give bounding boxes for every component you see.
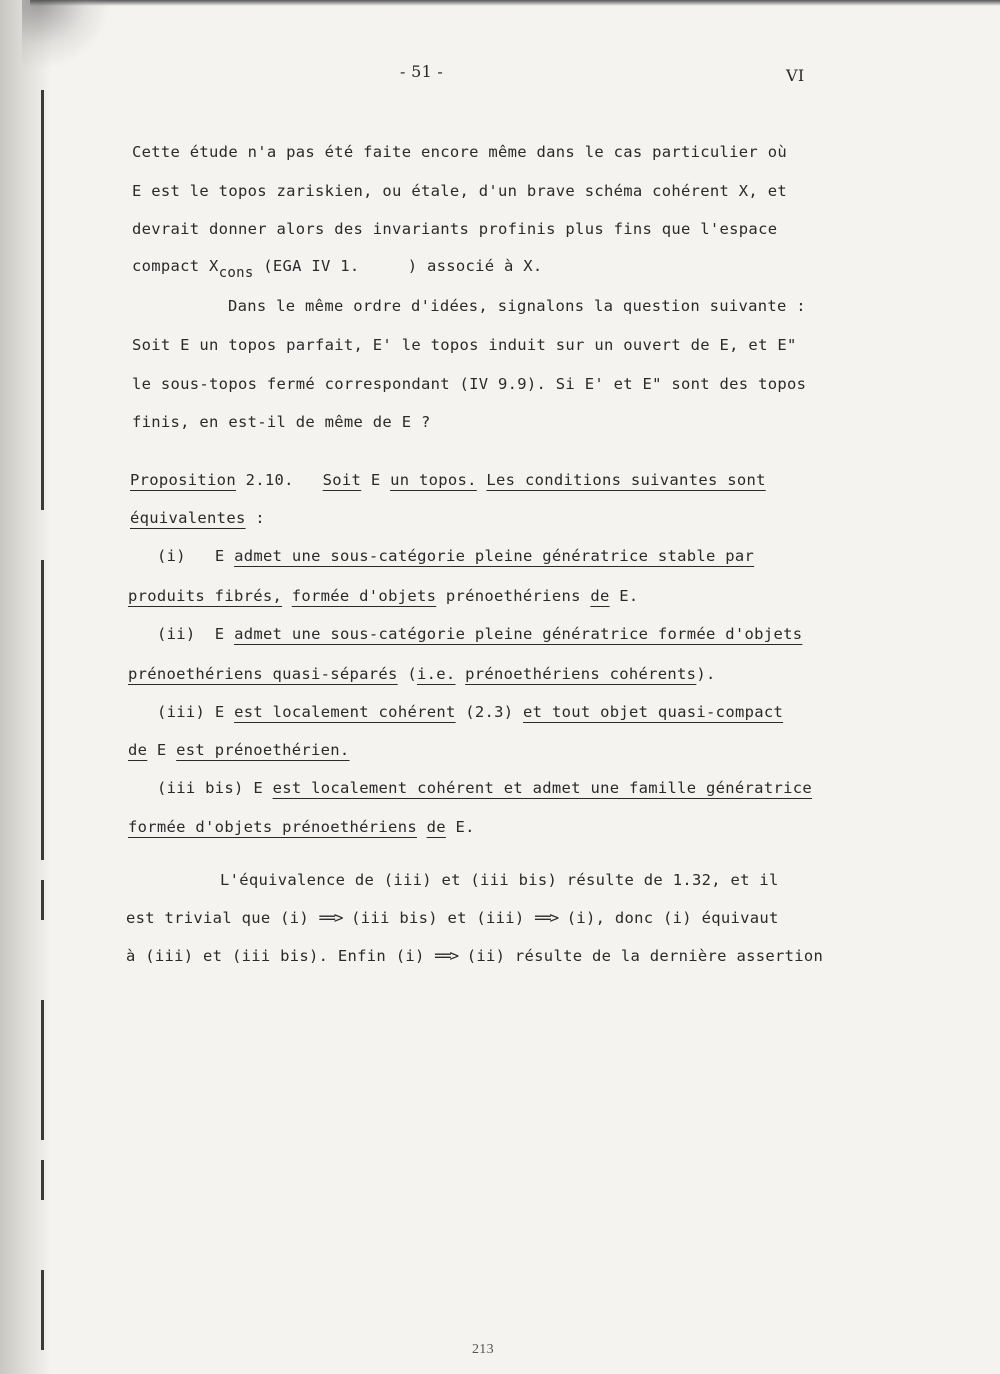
paragraph-line: finis, en est-il de même de E ? [132,413,431,431]
condition-label: (ii) [157,625,196,643]
text-span: ). [696,665,716,683]
text-span: (2.3) [455,703,524,721]
text-span: Soit [322,471,362,489]
condition-ii [157,624,802,644]
page-number: - 51 - [400,62,444,81]
text-span: est trivial que (i) [126,909,319,927]
text-span: formée d'objets prénoethériens [128,818,417,836]
text-span: à (iii) et (iii bis). Enfin (i) [126,947,435,965]
text-span: est localement cohérent [234,703,456,721]
proof-line: L'équivalence de (iii) et (iii bis) résulte de 1.32, et il [220,871,779,889]
text-span: E [361,471,391,489]
text-span: i.e. [416,665,456,683]
text-span: est prénoethérien. [176,741,350,759]
chapter-number: VI [786,66,805,85]
proposition-heading [130,470,766,490]
condition-i [157,546,754,566]
text-span: E [253,779,273,797]
text-span: (EGA IV 1. ) associé à X. [253,257,543,275]
scan-top-edge [30,0,1000,6]
text-span: (ii) résulte de la dernière assertion [457,947,824,965]
text-span: E [214,547,235,565]
text-span: formée d'objets [291,587,437,605]
condition-iii [157,702,783,722]
binding-marks [35,0,49,1374]
text-span: E [214,703,235,721]
text-span: de [426,818,446,836]
text-span: admet une sous-catégorie pleine génératrice formée d'objets [234,625,803,643]
text-span: ( [397,665,417,683]
text-span [417,818,427,836]
condition-i-cont [128,586,639,606]
text-span: E. [445,818,475,836]
text-span: prénoethériens quasi-séparés [128,665,398,683]
text-span: : [245,509,265,527]
paragraph-line: Cette étude n'a pas été faite encore même dans le cas particulier où [132,143,787,161]
text-span: Les conditions suivantes sont [486,471,766,489]
proof-line [126,908,779,928]
text-span: admet une sous-catégorie pleine génératrice stable par [234,547,755,565]
implies-arrow: ==> [434,946,458,965]
subscript: cons [218,265,254,281]
text-span: prénoethériens [436,587,591,605]
text-span: E [147,741,177,759]
condition-label: (iii bis) [157,779,244,797]
text-span: E [214,625,235,643]
implies-arrow: ==> [534,908,558,927]
text-span: compact X [132,257,219,275]
text-span: de [590,587,610,605]
paragraph-line [132,256,543,281]
text-span: un topos. [390,471,477,489]
condition-label: (iii) [157,703,206,721]
proposition-label: Proposition [130,471,236,489]
text-span: est localement cohérent et admet une famille génératrice [272,779,812,797]
proof-line [126,946,823,966]
text-span: prénoethériens cohérents [465,665,697,683]
text-span: (iii bis) et (iii) [341,909,535,927]
text-span: et tout objet quasi-compact [523,703,784,721]
condition-ii-cont [128,664,716,684]
condition-iii-cont [128,740,350,760]
condition-iii-bis-cont [128,817,475,837]
text-span: E. [609,587,639,605]
condition-label: (i) [157,547,186,565]
paragraph-line: Dans le même ordre d'idées, signalons la question suivante : [228,297,806,315]
text-span: (i), donc (i) équivaut [557,909,779,927]
proposition-number: 2.10. [235,471,294,489]
condition-iii-bis [157,778,812,798]
implies-arrow: ==> [318,908,342,927]
paragraph-line: devrait donner alors des invariants profinis plus fins que l'espace [132,220,778,238]
text-span: produits fibrés, [128,587,283,605]
paragraph-line: E est le topos zariskien, ou étale, d'un brave schéma cohérent X, et [132,182,787,200]
proposition-line [130,508,265,528]
paragraph-line: le sous-topos fermé correspondant (IV 9.9). Si E' et E" sont des topos [132,375,807,393]
folio-number: 213 [472,1342,494,1357]
text-span: de [128,741,148,759]
text-span: équivalentes [130,509,246,527]
paragraph-line: Soit E un topos parfait, E' le topos induit sur un ouvert de E, et E" [132,336,797,354]
